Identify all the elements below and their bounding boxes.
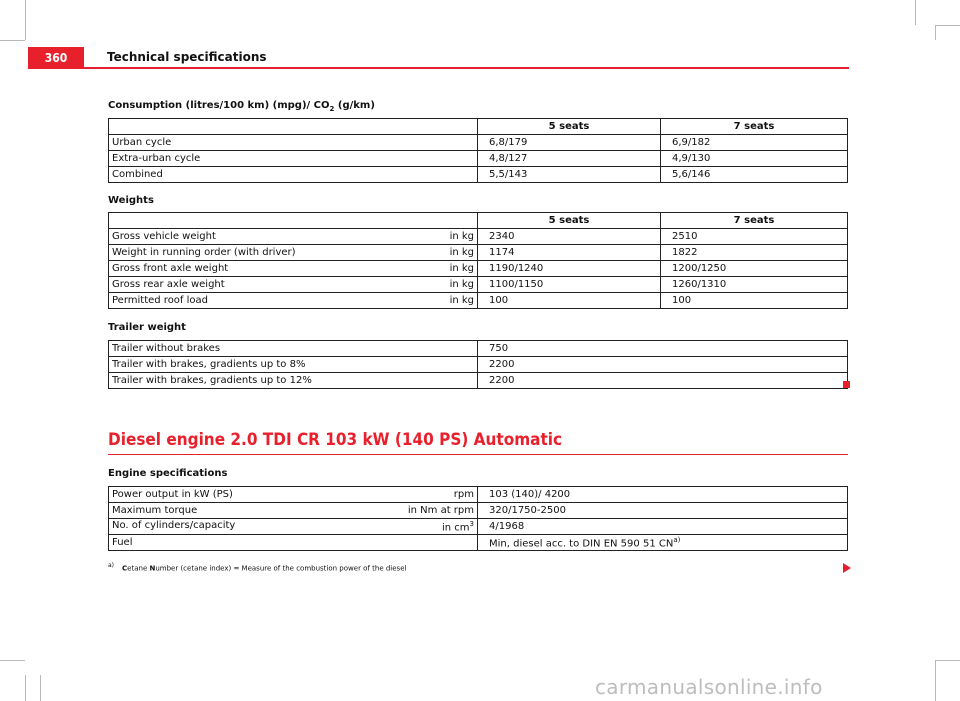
cell-value: 4,9/130 xyxy=(661,151,848,167)
table-row xyxy=(109,487,848,503)
unit-label: in kg xyxy=(449,231,474,242)
cell-value: 320/1750-2500 xyxy=(478,503,848,519)
table-header-row xyxy=(109,213,848,229)
engine-table xyxy=(108,486,848,551)
row-label: Urban cycle xyxy=(109,135,478,151)
row-label: Combined xyxy=(109,167,478,183)
table-row xyxy=(109,151,848,167)
table-row xyxy=(109,503,848,519)
column-header: 5 seats xyxy=(478,119,661,135)
crop-mark xyxy=(25,0,26,40)
cell-value: Min, diesel acc. to DIN EN 590 51 CN$^{a)}$ xyxy=(478,535,848,551)
row-label: Gross vehicle weight in kg xyxy=(109,229,478,245)
row-label: No. of cylinders/capacity in $cm^3$ xyxy=(109,519,478,535)
crop-mark xyxy=(0,660,25,661)
weights-table xyxy=(108,212,848,309)
section-title: Diesel engine 2.0 TDI CR 103 kW (140 PS) Automatic xyxy=(108,430,563,450)
table-row xyxy=(109,357,848,373)
cell-value: 2340 xyxy=(478,229,661,245)
column-header: 7 seats xyxy=(661,119,848,135)
cell-value: 1260/1310 xyxy=(661,277,848,293)
cell-value: 1190/1240 xyxy=(478,261,661,277)
footnote: $^{a)}$ Cetane Number (cetane index) = Measure of the combustion power of the diesel xyxy=(108,562,407,573)
row-label: Trailer with brakes, gradients up to 12% xyxy=(109,373,478,389)
table-row xyxy=(109,373,848,389)
weights-caption: Weights xyxy=(108,195,154,206)
row-label: Weight in running order (with driver) in kg xyxy=(109,245,478,261)
crop-mark xyxy=(935,660,936,701)
consumption-table xyxy=(108,118,848,183)
footnote-marker: a) xyxy=(108,562,115,569)
row-label: Permitted roof load in kg xyxy=(109,293,478,309)
cell-value: 2510 xyxy=(661,229,848,245)
table-row xyxy=(109,229,848,245)
row-label: Gross front axle weight in kg xyxy=(109,261,478,277)
cell-value: 4/1968 xyxy=(478,519,848,535)
unit-label: in kg xyxy=(449,295,474,306)
cell-value: 6,9/182 xyxy=(661,135,848,151)
unit-label: in kg xyxy=(449,279,474,290)
table-row xyxy=(109,535,848,551)
section-rule xyxy=(108,454,848,455)
crop-mark xyxy=(40,675,41,701)
row-label: Trailer without brakes xyxy=(109,341,478,357)
page-number: 360 xyxy=(28,47,84,69)
trailer-caption: Trailer weight xyxy=(108,322,186,333)
crop-mark xyxy=(0,40,25,41)
row-label: Fuel xyxy=(109,535,478,551)
unit-label: in Nm at rpm xyxy=(407,505,474,516)
table-row xyxy=(109,135,848,151)
cell-value: 1200/1250 xyxy=(661,261,848,277)
crop-mark xyxy=(915,0,916,25)
cell-value: 5,6/146 xyxy=(661,167,848,183)
table-row xyxy=(109,167,848,183)
crop-mark xyxy=(935,25,936,40)
cell-value: 6,8/179 xyxy=(478,135,661,151)
section-end-marker-icon xyxy=(843,381,850,388)
row-label: Trailer with brakes, gradients up to 8% xyxy=(109,357,478,373)
table-row xyxy=(109,277,848,293)
engine-caption: Engine specifications xyxy=(108,468,228,479)
unit-label: rpm xyxy=(453,489,474,500)
row-label: Maximum torque in Nm at rpm xyxy=(109,503,478,519)
crop-mark xyxy=(25,675,26,701)
cell-value: 750 xyxy=(478,341,848,357)
cell-value: 103 (140)/ 4200 xyxy=(478,487,848,503)
trailer-table xyxy=(108,340,848,389)
footnote-ref: a) xyxy=(673,535,681,544)
crop-mark xyxy=(935,25,960,26)
unit-label: in kg xyxy=(449,247,474,258)
cell-value: 2200 xyxy=(478,357,848,373)
continue-arrow-icon xyxy=(843,563,851,573)
cell-value: 1100/1150 xyxy=(478,277,661,293)
table-header-row xyxy=(109,119,848,135)
table-row xyxy=(109,519,848,535)
table-header-cell xyxy=(109,213,478,229)
cell-value: 100 xyxy=(478,293,661,309)
consumption-caption: Consumption (litres/100 km) (mpg)/ $CO_2$ (g/km) xyxy=(108,100,375,113)
cell-value: 100 xyxy=(661,293,848,309)
table-header-cell xyxy=(109,119,478,135)
watermark: carmanualsonline.info xyxy=(595,675,823,699)
table-row xyxy=(109,261,848,277)
row-label: Extra-urban cycle xyxy=(109,151,478,167)
table-row xyxy=(109,245,848,261)
unit-label: in kg xyxy=(449,263,474,274)
table-row xyxy=(109,341,848,357)
column-header: 7 seats xyxy=(661,213,848,229)
column-header: 5 seats xyxy=(478,213,661,229)
header-rule xyxy=(84,67,849,69)
cell-value: 1174 xyxy=(478,245,661,261)
cell-value: 1822 xyxy=(661,245,848,261)
cell-value: 2200 xyxy=(478,373,848,389)
row-label: Gross rear axle weight in kg xyxy=(109,277,478,293)
page-title: Technical specifications xyxy=(107,50,267,64)
crop-mark xyxy=(935,660,960,661)
cell-value: 5,5/143 xyxy=(478,167,661,183)
unit-label: in $cm^3$ xyxy=(441,519,474,534)
row-label: Power output in kW (PS) rpm xyxy=(109,487,478,503)
table-row xyxy=(109,293,848,309)
cell-value: 4,8/127 xyxy=(478,151,661,167)
